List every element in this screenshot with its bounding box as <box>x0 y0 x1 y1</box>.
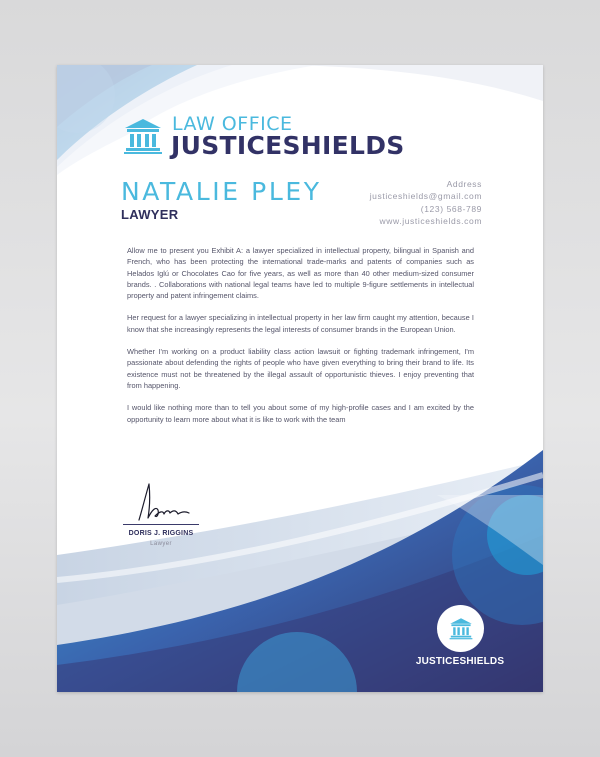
contact-email: justiceshields@gmail.com <box>369 191 482 202</box>
contact-address: Address <box>446 179 482 189</box>
contact-website: www.justiceshields.com <box>379 216 482 227</box>
contact-phone: (123) 568-789 <box>420 203 482 214</box>
footer-brand-name: JUSTICESHIELDS <box>415 656 505 667</box>
courthouse-icon <box>449 617 473 640</box>
contact-block <box>370 178 482 228</box>
letter-paragraph: Allow me to present you Exhibit A: a lawyer specialized in intellectual property, bilingual in Spanish and French, who has been protecting the international trade-marks and patents of companies such as Helados Iglú or Chocolates Cao for five years, as well as more than 40 other medium-sized consumer brands. . Collaborations with national legal teams have led to multiple 9-figure settlements in intellectual property and patent infringement claims. <box>127 246 474 301</box>
signature-line <box>123 524 199 525</box>
brand-name: JUSTICESHIELDS <box>171 131 405 160</box>
signer-role: Lawyer <box>150 541 172 547</box>
person-title: LAWYER <box>121 207 179 222</box>
signer-name: DORIS J. RIGGINS <box>128 530 194 537</box>
letter-paragraph: Her request for a lawyer specializing in intellectual property in her law firm caught my attention, because I know that she increasingly represents the legal interests of consumer brands in the European Union. <box>127 313 474 334</box>
courthouse-icon <box>123 117 163 155</box>
law-office-subtitle: LAW OFFICE <box>172 113 293 135</box>
person-name: NATALIE PLEY <box>121 177 322 206</box>
letter-paragraph: I would like nothing more than to tell you about some of my high-profile cases and I am excited by the opportunity to learn more about what it is like to work with the team <box>127 403 474 424</box>
letter-body <box>127 245 474 436</box>
footer-logo-badge <box>437 605 484 652</box>
letterhead-page <box>57 65 543 692</box>
letter-paragraph: Whether I'm working on a product liability class action lawsuit or fighting trademark infringement, I'm passionate about defending the rights of people who have given everything to bring their brand to life. Its existence must not be threatened by the illegal assault of opportunistic thieves. I enjoy preventing that from happening. <box>127 347 474 390</box>
handwritten-signature <box>133 480 193 524</box>
